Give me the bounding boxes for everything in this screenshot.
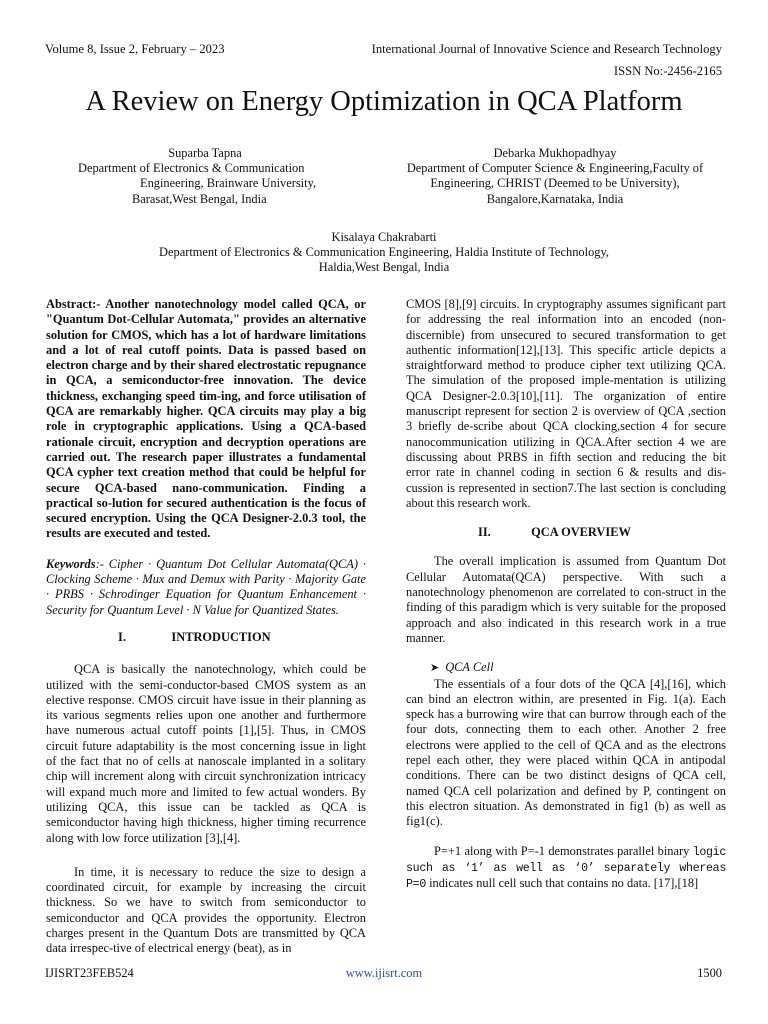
- intro-paragraph-1: QCA is basically the nanotechnology, which could be utilized with the semi-conductor-based CMOS system as an elective response. CMOS circuit have issue in their planning as its various segments relies upon one another and furthermore have numerous actual cutoff points [1],[5]. Thus, in CMOS circuit future adaptability is the most concerning issue in light of the fact that no of cells at nanoscale implanted in a solitary chip will increment along with circuit synchronization intricacy will expand much more and limited to few actual wonders. By utilizing QCA, this issue can be tackled as QCA is semiconductor having high thickness, higher timing recurrence along with low force utilization [3],[4].: [46, 662, 366, 845]
- polarization-text-mono: logic such as ‘1’ as well as ‘0’ separately whereas P=0: [406, 845, 726, 892]
- author-block-2: [375, 146, 735, 207]
- author-affiliation-line: Bangalore,Karnataka, India: [486, 191, 624, 206]
- footer-website-link[interactable]: www.ijisrt.com: [345, 966, 423, 980]
- author-affiliation-line: Haldia,West Bengal, India: [318, 260, 450, 275]
- author-affiliation-line: Engineering, Brainware University,: [140, 176, 317, 191]
- keywords-text: :- Cipher · Quantum Dot Cellular Automata(QCA) · Clocking Scheme · Mux and Demux with Parity · Majority Gate · PRBS · Schrodinger Equation for Quantum Enhancement · Security for Quantum Level · N Value for Quantized States.: [46, 556, 366, 617]
- section-title: INTRODUCTION: [171, 629, 271, 644]
- section-heading-introduction: [46, 630, 366, 645]
- qca-cell-paragraph-1: The essentials of a four dots of the QCA [4],[16], which can bind an electron within, are presented in Fig. 1(a). Each speck has a burrowing wire that can burrow through each of the four dots, connecting them to each other. Another 2 free electrons were applied to the cell of QCA and as the electrons repel each other, they were placed within QCA in antipodal conditions. There can be two distinct designs of QCA cell, named QCA cell polarization and defined by P, contingent on this electron situation. As demonstrated in fig1 (b) as well as fig1(c).: [406, 676, 726, 829]
- section-heading-qca-overview: [406, 525, 726, 540]
- footer-page-number: 1500: [697, 966, 722, 980]
- author-affiliation-line: Department of Computer Science & Engineering,Faculty of: [406, 161, 704, 176]
- running-header-volume: Volume 8, Issue 2, February – 2023: [45, 42, 225, 56]
- author-name: Debarka Mukhopadhyay: [493, 146, 617, 160]
- keywords: [46, 557, 366, 618]
- author-name: Kisalaya Chakrabarti: [331, 230, 437, 244]
- section-number: I.: [118, 629, 126, 644]
- subsection-heading-qca-cell: [430, 660, 726, 676]
- author-affiliation-line: Engineering, CHRIST (Deemed to be University),: [430, 176, 680, 191]
- author-affiliation-line: Department of Electronics & Communication Engineering, Haldia Institute of Technology,: [159, 245, 609, 260]
- issn-number: ISSN No:-2456-2165: [613, 64, 722, 78]
- left-column: [46, 297, 366, 957]
- paper-title: A Review on Energy Optimization in QCA Platform: [85, 86, 683, 117]
- abstract: Abstract:- Another nanotechnology model called QCA, or "Quantum Dot-Cellular Automata," provides an alternative solution for CMOS, which has a lot of hardware limitations and a lot of real cutoff points. Data is passed based on electron charge and by their shared electrostatic repugnance in QCA, a semiconductor-free innovation. The device thickness, exchanging speed tim-ing, and force utilisation of QCA are remarkably higher. QCA circuits may play a big role in cryptographic applications. Using a QCA-based rationale circuit, encryption and decryption operations are carried out. The research paper illustrates a fundamental QCA cypher text creation method that could be helpful for secure QCA-based nano-communication. Finding a practical so-lution for secured authentication is the focus of secured encryption. Using the QCA Designer-2.0.3 tool, the results are executed and tested.: [46, 297, 366, 541]
- author-affiliation-line: Department of Electronics & Communication: [78, 161, 305, 176]
- author-block-1: [40, 146, 370, 207]
- overview-paragraph: The overall implication is assumed from Quantum Dot Cellular Automata(QCA) perspective. With such a nanotechnology phenomenon are correlated to con-struct in the finding of this paradigm which is very suitable for the proposed approach and also indicated in this research work in a true manner.: [406, 554, 726, 645]
- right-column: [406, 297, 726, 892]
- subsection-title: QCA Cell: [445, 660, 494, 675]
- arrow-bullet-icon: ➤: [430, 662, 440, 675]
- intro-paragraph-2: In time, it is necessary to reduce the size to design a coordinated circuit, for example by increasing the circuit thickness. So we have to switch from semiconductor to semiconductor and QCA provides the opportunity. Electron charges present in the Quantum Dots are transmitted by QCA data irrespec-tive of electrical energy (beat), as in: [46, 864, 366, 956]
- footer-paper-id: IJISRT23FEB524: [45, 966, 134, 980]
- author-affiliation-line: Barasat,West Bengal, India: [132, 191, 267, 206]
- section-number: II.: [478, 525, 491, 540]
- polarization-text-start: P=+1 along with P=-1 demonstrates parallel binary: [434, 843, 690, 858]
- running-header-journal: International Journal of Innovative Science and Research Technology: [371, 42, 722, 56]
- qca-cell-paragraph-2: [406, 844, 726, 893]
- author-block-3: [90, 230, 678, 276]
- keywords-label: Keywords: [46, 556, 96, 571]
- intro-continuation-paragraph: CMOS [8],[9] circuits. In cryptography assumes significant part for addressing the real information into an encoded (non-discernible) from unsecured to secured transformation to get authentic information[12],[13]. This specific article depicts a straightforward method to produce cipher text utilizing QCA. The simulation of the proposed imple-mentation is utilizing QCA Designer-2.0.3[10],[11]. The organization of entire manuscript represent for section 2 is overview of QCA ,section 3 briefly de-scribe about QCA clocking,section 4 for secure nanocommunication utilizing in QCA.After section 4 we are discussing about PRBS in fifth section and reducing the bit error rate in channel coding in section 6 & results and dis-cussion is represented in section7.The last section is concluding about this research work.: [406, 297, 726, 510]
- section-title: QCA OVERVIEW: [531, 525, 631, 540]
- polarization-text-end: indicates null cell such that contains no data. [17],[18]: [429, 876, 699, 891]
- author-name: Suparba Tapna: [168, 146, 242, 160]
